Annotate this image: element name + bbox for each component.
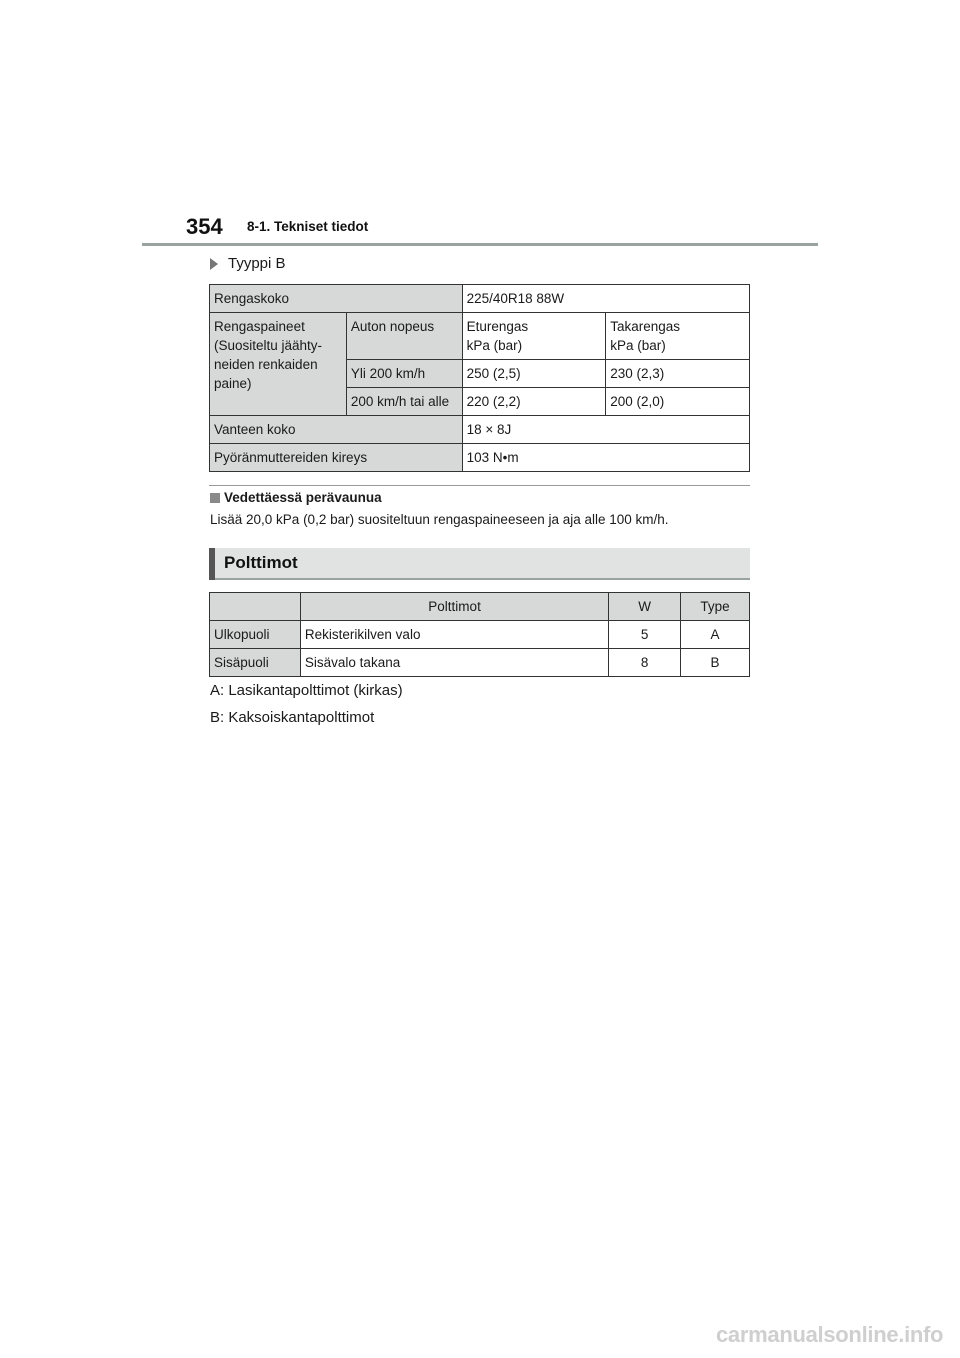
front-tire-header <box>462 313 606 360</box>
rear-header-line: Takarengas <box>610 319 681 334</box>
legend-a: A: Lasikantapolttimot (kirkas) <box>210 682 403 699</box>
page-number: 354 <box>186 214 223 239</box>
bulb-type-cell: A <box>681 621 750 649</box>
tire-spec-table <box>209 284 750 472</box>
bulb-type-cell: B <box>681 649 750 677</box>
rear-pressure-cell: 230 (2,3) <box>606 360 750 388</box>
title-accent-bar <box>209 548 215 580</box>
front-pressure-cell: 220 (2,2) <box>462 388 606 416</box>
note-title <box>210 490 382 505</box>
pressure-label-line: Rengaspaineet <box>214 319 305 334</box>
bulb-name-cell: Rekisterikilven valo <box>300 621 608 649</box>
square-bullet-icon <box>210 493 220 503</box>
note-divider <box>209 485 750 486</box>
speed-cell: 200 km/h tai alle <box>346 388 462 416</box>
bulbs-section-title-bar <box>209 548 750 580</box>
tire-size-label: Rengaskoko <box>210 285 463 313</box>
front-pressure-cell: 250 (2,5) <box>462 360 606 388</box>
torque-label: Pyöränmuttereiden kireys <box>210 444 463 472</box>
rear-pressure-cell: 200 (2,0) <box>606 388 750 416</box>
wheel-size-value: 18 × 8J <box>462 416 749 444</box>
bulb-name-cell: Sisävalo takana <box>300 649 608 677</box>
rear-header-line: kPa (bar) <box>610 338 666 353</box>
section-header: 8-1. Tekniset tiedot <box>247 219 369 234</box>
front-header-line: kPa (bar) <box>466 338 523 353</box>
tire-size-value: 225/40R18 88W <box>462 285 749 313</box>
bulbs-header-cell: Type <box>681 593 750 621</box>
bulbs-header-cell <box>210 593 301 621</box>
note-body: Lisää 20,0 kPa (0,2 bar) suositeltuun rengaspaineeseen ja aja alle 100 km/h. <box>210 512 669 527</box>
speed-header: Auton nopeus <box>346 313 462 360</box>
rear-tire-header <box>606 313 750 360</box>
table-row <box>210 649 750 677</box>
bulbs-section-title: Polttimot <box>224 553 298 572</box>
type-heading-label: Tyyppi B <box>228 255 286 272</box>
header-rule <box>142 243 818 246</box>
pressure-label-line: (Suositeltu jäähty- <box>214 338 323 353</box>
triangle-bullet-icon <box>210 258 218 270</box>
torque-value: 103 N•m <box>462 444 749 472</box>
bulbs-table <box>209 592 750 677</box>
type-heading <box>210 255 286 272</box>
legend-b: B: Kaksoiskantapolttimot <box>210 709 375 726</box>
bulbs-header-cell: W <box>609 593 681 621</box>
table-row <box>210 621 750 649</box>
bulb-watt-cell: 8 <box>609 649 681 677</box>
speed-cell: Yli 200 km/h <box>346 360 462 388</box>
pressure-label-line: paine) <box>214 376 252 391</box>
bulb-watt-cell: 5 <box>609 621 681 649</box>
tire-pressure-label <box>210 313 347 416</box>
bulb-location-cell: Ulkopuoli <box>210 621 301 649</box>
wheel-size-label: Vanteen koko <box>210 416 463 444</box>
note-title-text: Vedettäessä perävaunua <box>224 490 382 505</box>
watermark: carmanualsonline.info <box>716 1322 944 1347</box>
bulbs-header-cell: Polttimot <box>300 593 608 621</box>
pressure-label-line: neiden renkaiden <box>214 357 318 372</box>
bulb-location-cell: Sisäpuoli <box>210 649 301 677</box>
front-header-line: Eturengas <box>466 319 529 334</box>
